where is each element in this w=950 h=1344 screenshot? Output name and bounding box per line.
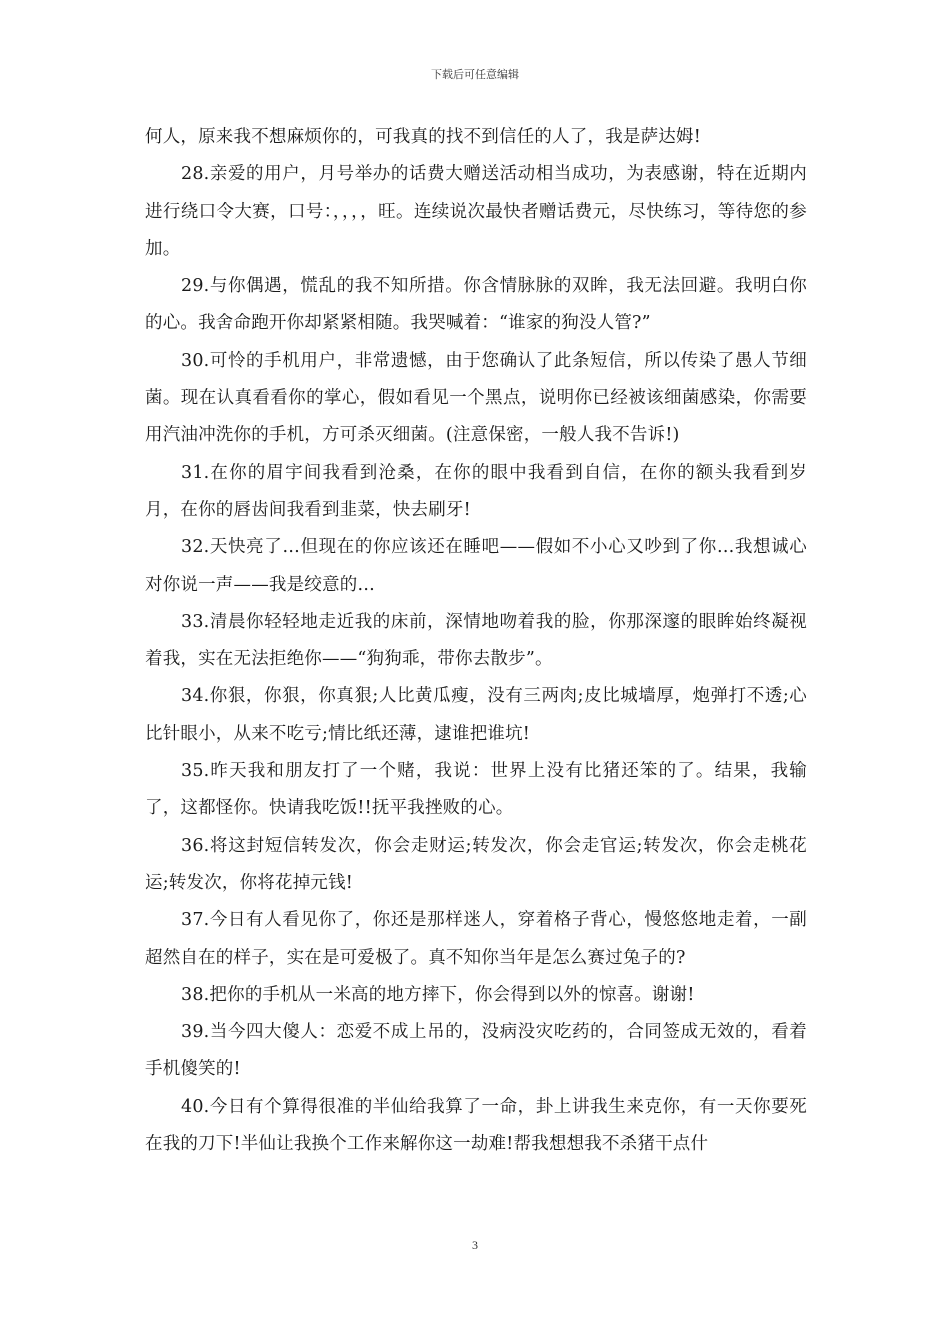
paragraph-36: 36.将这封短信转发次，你会走财运;转发次，你会走官运;转发次，你会走桃花运;转发次，你将花掉元钱! [145,835,807,893]
page-number: 3 [472,1238,478,1252]
paragraph-35: 35.昨天我和朋友打了一个赌，我说：世界上没有比猪还笨的了。结果，我输了，这都怪你。快请我吃饭!!抚平我挫败的心。 [145,761,807,819]
paragraph-39: 39.当今四大傻人：恋爱不成上吊的，没病没灾吃药的，合同签成无效的，看着手机傻笑的! [145,1022,807,1080]
document-body [145,119,807,1163]
page-header: 下载后可任意编辑 [431,68,519,81]
paragraph-30: 30.可怜的手机用户，非常遗憾，由于您确认了此条短信，所以传染了愚人节细菌。现在认真看看你的掌心，假如看见一个黑点，说明你已经被该细菌感染，你需要用汽油冲洗你的手机，方可杀灭细菌。(注意保密，一般人我不告诉!) [145,350,807,446]
paragraph-38: 38.把你的手机从一米高的地方摔下，你会得到以外的惊喜。谢谢! [181,984,695,1005]
paragraph-33: 33.清晨你轻轻地走近我的床前，深情地吻着我的脸，你那深邃的眼眸始终凝视着我，实在无法拒绝你——“狗狗乖，带你去散步”。 [145,611,807,670]
paragraph-31: 31.在你的眉宇间我看到沧桑，在你的眼中我看到自信，在你的额头我看到岁月，在你的唇齿间我看到韭菜，快去刷牙! [145,462,807,520]
paragraph-28: 28.亲爱的用户，月号举办的话费大赠送活动相当成功，为表感谢，特在近期内进行绕口令大赛，口号：，，，，旺。连续说次最快者赠话费元，尽快练习，等待您的参加。 [145,164,807,259]
paragraph-37: 37.今日有人看见你了，你还是那样迷人，穿着格子背心，慢悠悠地走着，一副超然自在的样子，实在是可爱极了。真不知你当年是怎么赛过兔子的? [145,910,807,968]
paragraph-continuation: 何人，原来我不想麻烦你的，可我真的找不到信任的人了，我是萨达姆! [145,127,701,147]
paragraph-29: 29.与你偶遇，慌乱的我不知所措。你含情脉脉的双眸，我无法回避。我明白你的心。我舍命跑开你却紧紧相随。我哭喊着：“谁家的狗没人管?” [145,276,807,334]
paragraph-40: 40.今日有个算得很准的半仙给我算了一命，卦上讲我生来克你，有一天你要死在我的刀下!半仙让我换个工作来解你这一劫难!帮我想想我不杀猪干点什 [145,1096,807,1155]
paragraph-32: 32.天快亮了…但现在的你应该还在睡吧——假如不小心又吵到了你…我想诚心对你说一声——我是绞意的… [145,537,807,595]
paragraph-34: 34.你狠，你狠，你真狠;人比黄瓜瘦，没有三两肉;皮比城墙厚，炮弹打不透;心比针眼小，从来不吃亏;情比纸还薄，逮谁把谁坑! [145,686,807,744]
